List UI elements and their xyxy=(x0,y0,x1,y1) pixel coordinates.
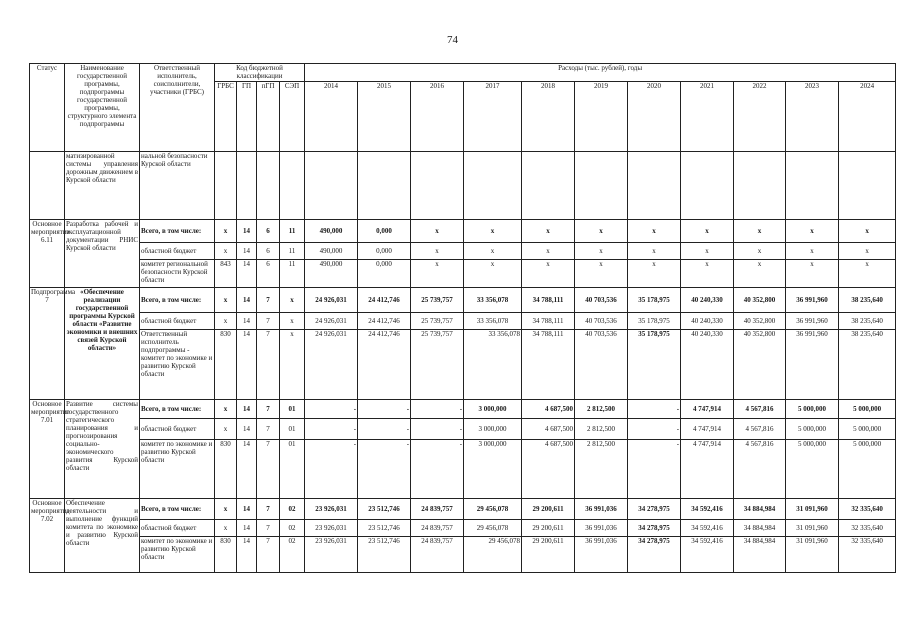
code-cell: 6 xyxy=(257,243,280,260)
code-cell: х xyxy=(215,288,237,313)
value-cell: 25 739,757 xyxy=(411,313,464,330)
row-responsible: комитет региональной безопасности Курской области xyxy=(140,260,215,288)
code-cell: 01 xyxy=(280,419,305,440)
value-cell: - xyxy=(411,400,464,419)
code-cell: х xyxy=(280,288,305,313)
value-cell: х xyxy=(786,220,839,243)
value-cell: 23 512,746 xyxy=(358,520,411,537)
code-cell: 830 xyxy=(215,330,237,400)
value-cell: х xyxy=(734,243,786,260)
header-year: 2024 xyxy=(839,82,896,152)
value-cell: 29 456,078 xyxy=(464,499,522,520)
value-cell: 35 178,975 xyxy=(628,288,681,313)
value-cell: 23 926,031 xyxy=(305,520,358,537)
table-row xyxy=(30,330,896,400)
value-cell: 31 091,960 xyxy=(786,537,839,573)
row-responsible: Всего, в том числе: xyxy=(140,220,215,243)
value-cell: х xyxy=(839,243,896,260)
header-year: 2017 xyxy=(464,82,522,152)
code-cell: х xyxy=(215,243,237,260)
header-year: 2021 xyxy=(681,82,734,152)
row-responsible: областной бюджет xyxy=(140,520,215,537)
value-cell: 34 884,984 xyxy=(734,499,786,520)
value-cell: 3 000,000 xyxy=(464,440,522,499)
table-row xyxy=(30,520,896,537)
code-cell: 7 xyxy=(257,330,280,400)
table-row xyxy=(30,499,896,520)
value-cell: х xyxy=(411,260,464,288)
value-cell: х xyxy=(681,260,734,288)
code-cell: 14 xyxy=(237,243,257,260)
value-cell: х xyxy=(575,260,628,288)
table-row xyxy=(30,220,896,243)
row-responsible: Ответственный исполнитель подпрограммы - комитет по экономике и развитию Курской области xyxy=(140,330,215,400)
value-cell: 36 991,036 xyxy=(575,499,628,520)
value-cell: х xyxy=(839,260,896,288)
continuation-name: матизированной системы управления дорожным движением в Курской области xyxy=(65,152,140,220)
value-cell: х xyxy=(734,220,786,243)
code-cell: 14 xyxy=(237,220,257,243)
value-cell: х xyxy=(786,243,839,260)
code-cell: 830 xyxy=(215,440,237,499)
value-cell: х xyxy=(522,260,575,288)
value-cell: - xyxy=(628,440,681,499)
code-cell: 7 xyxy=(257,440,280,499)
block3-name: Развитие системы государственного стратегического планирования и прогнозирования социально-экономического развития Курской области xyxy=(65,400,140,499)
value-cell: 490,000 xyxy=(305,243,358,260)
code-cell: 7 xyxy=(257,537,280,573)
value-cell: 4 747,914 xyxy=(681,400,734,419)
block4-name: Обеспечение деятельности и выполнение функций комитета по экономике и развитию Курской области xyxy=(65,499,140,573)
value-cell: 38 235,640 xyxy=(839,330,896,400)
value-cell: 25 739,757 xyxy=(411,288,464,313)
value-cell: - xyxy=(305,400,358,419)
code-cell: 11 xyxy=(280,260,305,288)
table-row xyxy=(30,419,896,440)
header-year: 2014 xyxy=(305,82,358,152)
value-cell: 5 000,000 xyxy=(786,440,839,499)
value-cell: 2 812,500 xyxy=(575,400,628,419)
code-cell: 01 xyxy=(280,400,305,419)
value-cell: 4 747,914 xyxy=(681,419,734,440)
code-cell: 6 xyxy=(257,260,280,288)
value-cell: 34 884,984 xyxy=(734,537,786,573)
value-cell: 25 739,757 xyxy=(411,330,464,400)
header-year: 2020 xyxy=(628,82,681,152)
row-responsible: комитет по экономике и развитию Курской области xyxy=(140,537,215,573)
block1-status: Основное мероприятие 6.11 xyxy=(30,220,65,288)
header-expenses: Расходы (тыс. рублей), годы xyxy=(305,64,896,82)
code-cell: 14 xyxy=(237,419,257,440)
code-cell: 7 xyxy=(257,520,280,537)
header-year: 2016 xyxy=(411,82,464,152)
value-cell: х xyxy=(522,243,575,260)
continuation-responsible: нальной безопасности Курской области xyxy=(140,152,215,220)
code-cell: х xyxy=(280,330,305,400)
code-cell: 14 xyxy=(237,260,257,288)
value-cell: 40 240,330 xyxy=(681,313,734,330)
value-cell: 29 200,611 xyxy=(522,537,575,573)
code-cell: 14 xyxy=(237,499,257,520)
header-code-sep: СЭП xyxy=(280,82,305,152)
code-cell: х xyxy=(215,220,237,243)
value-cell: 24 839,757 xyxy=(411,499,464,520)
header-year: 2023 xyxy=(786,82,839,152)
value-cell: 34 788,111 xyxy=(522,330,575,400)
code-cell: 7 xyxy=(257,313,280,330)
value-cell: 40 352,800 xyxy=(734,288,786,313)
value-cell: 34 884,984 xyxy=(734,520,786,537)
code-cell: 7 xyxy=(257,288,280,313)
value-cell: 34 788,111 xyxy=(522,288,575,313)
value-cell: 34 592,416 xyxy=(681,537,734,573)
value-cell: х xyxy=(464,260,522,288)
code-cell: 830 xyxy=(215,537,237,573)
value-cell: - xyxy=(411,419,464,440)
code-cell: х xyxy=(215,499,237,520)
table-row xyxy=(30,313,896,330)
value-cell: 490,000 xyxy=(305,220,358,243)
value-cell: 32 335,640 xyxy=(839,520,896,537)
code-cell: х xyxy=(215,520,237,537)
row-responsible: Всего, в том числе: xyxy=(140,400,215,419)
value-cell: х xyxy=(464,220,522,243)
value-cell: 36 991,036 xyxy=(575,520,628,537)
value-cell: 36 991,036 xyxy=(575,537,628,573)
code-cell: 14 xyxy=(237,330,257,400)
row-responsible: областной бюджет xyxy=(140,243,215,260)
row-responsible: областной бюджет xyxy=(140,419,215,440)
value-cell: х xyxy=(839,220,896,243)
block2-status: Подпрограмма 7 xyxy=(30,288,65,400)
value-cell: 33 356,078 xyxy=(464,330,522,400)
value-cell: 34 278,975 xyxy=(628,520,681,537)
row-responsible: комитет по экономике и развитию Курской области xyxy=(140,440,215,499)
value-cell: - xyxy=(305,419,358,440)
header-year: 2015 xyxy=(358,82,411,152)
value-cell: 24 926,031 xyxy=(305,288,358,313)
value-cell: х xyxy=(734,260,786,288)
code-cell: 14 xyxy=(237,288,257,313)
value-cell: х xyxy=(411,243,464,260)
header-year: 2018 xyxy=(522,82,575,152)
value-cell: 23 926,031 xyxy=(305,499,358,520)
header-year: 2022 xyxy=(734,82,786,152)
value-cell: 4 687,500 xyxy=(522,419,575,440)
value-cell: 34 278,975 xyxy=(628,499,681,520)
value-cell: 5 000,000 xyxy=(786,419,839,440)
code-cell: х xyxy=(215,313,237,330)
value-cell: - xyxy=(358,419,411,440)
value-cell: 40 352,800 xyxy=(734,330,786,400)
value-cell: 35 178,975 xyxy=(628,330,681,400)
value-cell: 5 000,000 xyxy=(839,400,896,419)
value-cell: 23 512,746 xyxy=(358,499,411,520)
code-cell: 14 xyxy=(237,313,257,330)
value-cell: х xyxy=(681,243,734,260)
value-cell: 24 839,757 xyxy=(411,537,464,573)
header-code-gp: ГП xyxy=(237,82,257,152)
expenses-table xyxy=(29,63,896,573)
value-cell: 0,000 xyxy=(358,243,411,260)
value-cell: 24 412,746 xyxy=(358,313,411,330)
value-cell: х xyxy=(786,260,839,288)
table-row xyxy=(30,400,896,419)
code-cell: 14 xyxy=(237,520,257,537)
header-code-pgp: пГП xyxy=(257,82,280,152)
code-cell: 01 xyxy=(280,440,305,499)
value-cell: 4 687,500 xyxy=(522,400,575,419)
value-cell: 40 240,330 xyxy=(681,330,734,400)
value-cell: 24 926,031 xyxy=(305,313,358,330)
code-cell: 02 xyxy=(280,537,305,573)
code-cell: 7 xyxy=(257,419,280,440)
value-cell: х xyxy=(575,243,628,260)
value-cell: 4 567,816 xyxy=(734,400,786,419)
value-cell: 34 592,416 xyxy=(681,499,734,520)
block1-name: Разработка рабочей и эксплуатационной документации РНИС Курской области xyxy=(65,220,140,288)
value-cell: 3 000,000 xyxy=(464,419,522,440)
header-status: Статус xyxy=(30,64,65,152)
value-cell: 4 567,816 xyxy=(734,419,786,440)
value-cell: 2 812,500 xyxy=(575,440,628,499)
code-cell: 6 xyxy=(257,220,280,243)
value-cell: 4 687,500 xyxy=(522,440,575,499)
code-cell: 843 xyxy=(215,260,237,288)
block4-status: Основное мероприятие 7.02 xyxy=(30,499,65,573)
header-code-grbs: ГРБС xyxy=(215,82,237,152)
value-cell: 40 703,536 xyxy=(575,330,628,400)
value-cell: 34 592,416 xyxy=(681,520,734,537)
code-cell: 11 xyxy=(280,243,305,260)
header-year: 2019 xyxy=(575,82,628,152)
code-cell: 02 xyxy=(280,499,305,520)
code-cell: 11 xyxy=(280,220,305,243)
header-program-name: Наименование государственной программы, подпрограммы государственной программы, структурного элемента подпрограммы xyxy=(65,64,140,152)
value-cell: х xyxy=(522,220,575,243)
code-cell: х xyxy=(215,400,237,419)
code-cell: х xyxy=(215,419,237,440)
value-cell: 23 512,746 xyxy=(358,537,411,573)
code-cell: 14 xyxy=(237,537,257,573)
value-cell: 38 235,640 xyxy=(839,288,896,313)
code-cell: 14 xyxy=(237,440,257,499)
value-cell: - xyxy=(628,400,681,419)
table-row xyxy=(30,440,896,499)
value-cell: 29 200,611 xyxy=(522,520,575,537)
value-cell: 35 178,975 xyxy=(628,313,681,330)
value-cell: 40 240,330 xyxy=(681,288,734,313)
code-cell: х xyxy=(280,313,305,330)
row-responsible: Всего, в том числе: xyxy=(140,499,215,520)
value-cell: 31 091,960 xyxy=(786,499,839,520)
value-cell: 5 000,000 xyxy=(786,400,839,419)
value-cell: 29 200,611 xyxy=(522,499,575,520)
table-row xyxy=(30,260,896,288)
value-cell: 36 991,960 xyxy=(786,330,839,400)
code-cell: 7 xyxy=(257,499,280,520)
value-cell: 29 456,078 xyxy=(464,520,522,537)
value-cell: 2 812,500 xyxy=(575,419,628,440)
value-cell: 29 456,078 xyxy=(464,537,522,573)
value-cell: х xyxy=(628,243,681,260)
value-cell: 3 000,000 xyxy=(464,400,522,419)
code-cell: 14 xyxy=(237,400,257,419)
table-row xyxy=(30,537,896,573)
value-cell: х xyxy=(411,220,464,243)
row-responsible: Всего, в том числе: xyxy=(140,288,215,313)
value-cell: 36 991,960 xyxy=(786,313,839,330)
value-cell: - xyxy=(358,400,411,419)
value-cell: х xyxy=(628,220,681,243)
value-cell: 33 356,078 xyxy=(464,313,522,330)
value-cell: 24 412,746 xyxy=(358,288,411,313)
value-cell: х xyxy=(681,220,734,243)
value-cell: 38 235,640 xyxy=(839,313,896,330)
value-cell: 32 335,640 xyxy=(839,499,896,520)
block2-name: «Обеспечение реализации государственной программы Курской области «Развитие экономики и внешних связей Курской области» xyxy=(65,288,140,400)
value-cell: 0,000 xyxy=(358,260,411,288)
table-row xyxy=(30,152,896,220)
value-cell: 40 703,536 xyxy=(575,288,628,313)
value-cell: 33 356,078 xyxy=(464,288,522,313)
value-cell: 23 926,031 xyxy=(305,537,358,573)
value-cell: 34 788,111 xyxy=(522,313,575,330)
header-responsible: Ответственный исполнитель, соисполнители, участники (ГРБС) xyxy=(140,64,215,152)
value-cell: - xyxy=(305,440,358,499)
value-cell: 5 000,000 xyxy=(839,419,896,440)
value-cell: 40 703,536 xyxy=(575,313,628,330)
value-cell: - xyxy=(628,419,681,440)
value-cell: 490,000 xyxy=(305,260,358,288)
value-cell: 34 278,975 xyxy=(628,537,681,573)
value-cell: 24 926,031 xyxy=(305,330,358,400)
value-cell: 32 335,640 xyxy=(839,537,896,573)
code-cell: 02 xyxy=(280,520,305,537)
block3-status: Основное мероприятие 7.01 xyxy=(30,400,65,499)
table-row xyxy=(30,243,896,260)
value-cell: 40 352,800 xyxy=(734,313,786,330)
value-cell: - xyxy=(358,440,411,499)
value-cell: 0,000 xyxy=(358,220,411,243)
value-cell: 5 000,000 xyxy=(839,440,896,499)
value-cell: 31 091,960 xyxy=(786,520,839,537)
row-responsible: областной бюджет xyxy=(140,313,215,330)
value-cell: х xyxy=(575,220,628,243)
value-cell: х xyxy=(628,260,681,288)
code-cell: 7 xyxy=(257,400,280,419)
table-row xyxy=(30,288,896,313)
header-budget-code: Код бюджетной классификации xyxy=(215,64,305,82)
value-cell: 4 567,816 xyxy=(734,440,786,499)
page-number: 74 xyxy=(447,34,458,46)
value-cell: х xyxy=(464,243,522,260)
value-cell: 36 991,960 xyxy=(786,288,839,313)
value-cell: - xyxy=(411,440,464,499)
value-cell: 24 412,746 xyxy=(358,330,411,400)
value-cell: 24 839,757 xyxy=(411,520,464,537)
value-cell: 4 747,914 xyxy=(681,440,734,499)
